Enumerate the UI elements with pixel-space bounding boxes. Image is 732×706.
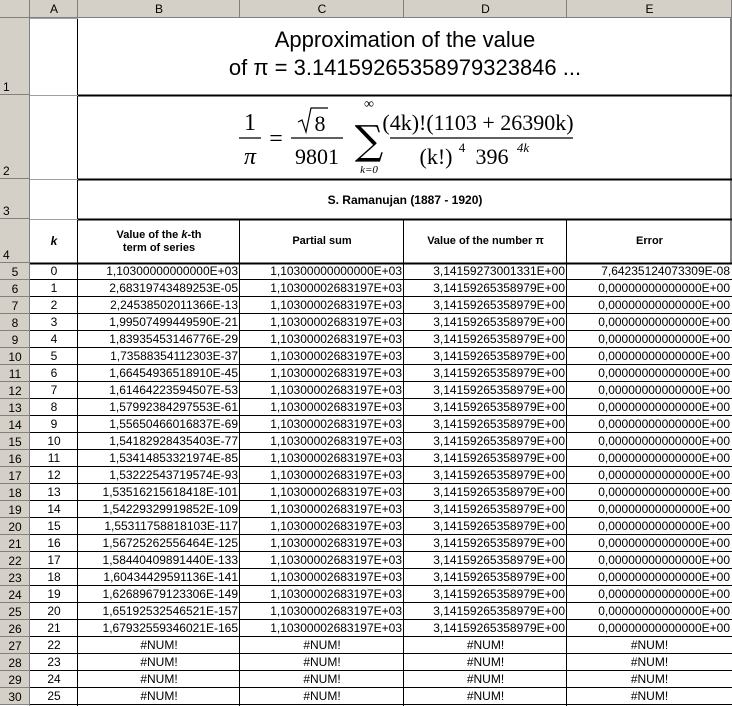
cell-pi[interactable]: 3,14159265358979E+00 bbox=[433, 434, 565, 448]
formula-term-denominator-base: (k!) bbox=[419, 144, 453, 169]
cell-pi[interactable]: 3,14159265358979E+00 bbox=[433, 502, 565, 516]
cell-k[interactable]: 7 bbox=[50, 383, 58, 397]
cell-pi[interactable]: 3,14159265358979E+00 bbox=[433, 604, 565, 618]
cell-error[interactable]: 0,00000000000000E+00 bbox=[598, 417, 730, 431]
cell-pi[interactable]: 3,14159265358979E+00 bbox=[433, 468, 565, 482]
row-header-23[interactable]: 23 bbox=[0, 569, 30, 586]
cell-pi[interactable]: 3,14159265358979E+00 bbox=[433, 485, 565, 499]
formula-term-exponent-4k: 4k bbox=[516, 140, 530, 155]
cell-pi[interactable]: 3,14159265358979E+00 bbox=[433, 519, 565, 533]
cell-partial-sum[interactable]: 1,10300002683197E+03 bbox=[270, 451, 402, 465]
ramanujan-formula bbox=[78, 96, 732, 179]
cell-term[interactable]: 1,54229329919852E-109 bbox=[102, 502, 238, 516]
cell-k[interactable]: 12 bbox=[47, 468, 61, 482]
row-header-8[interactable]: 8 bbox=[0, 314, 30, 331]
cell-pi[interactable]: 3,14159265358979E+00 bbox=[433, 332, 565, 346]
formula-term-denominator-396: 396 bbox=[475, 144, 509, 169]
header-term-line2: term of series bbox=[122, 241, 196, 254]
formula-sum-lower: k=0 bbox=[360, 164, 378, 176]
cell-partial-sum[interactable]: #NUM! bbox=[303, 672, 341, 686]
cell-k[interactable]: 20 bbox=[47, 604, 61, 618]
cell-partial-sum[interactable]: 1,10300002683197E+03 bbox=[270, 570, 402, 584]
cell-pi[interactable]: 3,14159265358979E+00 bbox=[433, 417, 565, 431]
cell-pi[interactable]: #NUM! bbox=[466, 689, 505, 703]
cell-partial-sum[interactable]: #NUM! bbox=[303, 689, 341, 703]
header-k-label: k bbox=[50, 234, 58, 248]
row-header-5[interactable]: 5 bbox=[0, 263, 30, 280]
cell-error[interactable]: 0,00000000000000E+00 bbox=[598, 332, 730, 346]
cell-partial-sum[interactable]: 1,10300002683197E+03 bbox=[270, 315, 402, 329]
cell-partial-sum[interactable]: 1,10300002683197E+03 bbox=[270, 417, 402, 431]
cell-pi[interactable]: 3,14159265358979E+00 bbox=[433, 400, 565, 414]
cell-k[interactable]: 13 bbox=[47, 485, 61, 499]
cell-partial-sum[interactable]: 1,10300002683197E+03 bbox=[270, 604, 402, 618]
cell-k[interactable]: 14 bbox=[47, 502, 61, 516]
row-header-4[interactable]: 4 bbox=[0, 219, 30, 263]
cell-partial-sum[interactable]: 1,10300002683197E+03 bbox=[270, 349, 402, 363]
cell-k[interactable]: 3 bbox=[50, 315, 58, 329]
cell-pi[interactable]: #NUM! bbox=[466, 655, 505, 669]
row-header-6[interactable]: 6 bbox=[0, 280, 30, 297]
cell-term[interactable]: 1,55311758818103E-117 bbox=[104, 519, 238, 533]
cell-term[interactable]: 1,61464223594507E-53 bbox=[109, 383, 238, 397]
select-all-corner[interactable] bbox=[0, 0, 30, 18]
cell-k[interactable]: 15 bbox=[47, 519, 61, 533]
cell-error[interactable]: 0,00000000000000E+00 bbox=[598, 587, 730, 601]
column-header-e[interactable]: E bbox=[567, 0, 732, 18]
cell-error[interactable]: #NUM! bbox=[630, 689, 669, 703]
formula-equals: = bbox=[269, 126, 283, 152]
cell-pi[interactable]: 3,14159265358979E+00 bbox=[433, 570, 565, 584]
cell-error[interactable]: 0,00000000000000E+00 bbox=[598, 434, 730, 448]
cell-term[interactable]: 1,56725262556464E-125 bbox=[102, 536, 238, 550]
formula-lhs-denominator: π bbox=[243, 144, 257, 170]
cell-term[interactable]: #NUM! bbox=[140, 655, 178, 669]
cell-term[interactable]: 1,66454936518910E-45 bbox=[109, 366, 238, 380]
cell-k[interactable]: 18 bbox=[47, 570, 61, 584]
header-term-value[interactable] bbox=[78, 220, 240, 263]
row-header-22[interactable]: 22 bbox=[0, 552, 30, 569]
formula-coef-denominator: 9801 bbox=[295, 144, 339, 169]
cell-partial-sum[interactable]: 1,10300002683197E+03 bbox=[270, 468, 402, 482]
cell-partial-sum[interactable]: 1,10300002683197E+03 bbox=[270, 383, 402, 397]
title-line-1: Approximation of the value bbox=[274, 27, 536, 52]
cell-term[interactable]: 1,62689679123306E-149 bbox=[102, 587, 238, 601]
cell-error[interactable]: 0,00000000000000E+00 bbox=[598, 621, 730, 635]
header-term-line1-post: -th bbox=[187, 228, 202, 241]
cell-k[interactable]: 19 bbox=[47, 587, 61, 601]
column-header-d[interactable]: D bbox=[404, 0, 567, 18]
cell-pi[interactable]: 3,14159273001331E+00 bbox=[433, 264, 565, 278]
column-header-c[interactable]: C bbox=[240, 0, 404, 18]
cell-term[interactable]: 1,53414853321974E-85 bbox=[109, 451, 238, 465]
row-header-29[interactable]: 29 bbox=[0, 671, 30, 688]
cell-error[interactable]: 0,00000000000000E+00 bbox=[598, 553, 730, 567]
row-header-12[interactable]: 12 bbox=[0, 382, 30, 399]
cell-error[interactable]: 0,00000000000000E+00 bbox=[598, 400, 730, 414]
cell-term[interactable]: #NUM! bbox=[140, 638, 178, 652]
cell-error[interactable]: 7,64235124073309E-08 bbox=[601, 264, 730, 278]
cell-term[interactable]: 1,73588354112303E-37 bbox=[110, 349, 238, 363]
cell-error[interactable]: 0,00000000000000E+00 bbox=[598, 349, 730, 363]
cell-pi[interactable]: #NUM! bbox=[466, 638, 505, 652]
cell-k[interactable]: 8 bbox=[50, 400, 58, 414]
row-header-18[interactable]: 18 bbox=[0, 484, 30, 501]
row-header-15[interactable]: 15 bbox=[0, 433, 30, 450]
cell-k[interactable]: 2 bbox=[50, 298, 58, 312]
cell-error[interactable]: 0,00000000000000E+00 bbox=[598, 519, 730, 533]
cell-error[interactable]: #NUM! bbox=[630, 638, 669, 652]
cell-partial-sum[interactable]: 1,10300002683197E+03 bbox=[270, 485, 402, 499]
row-header-17[interactable]: 17 bbox=[0, 467, 30, 484]
cell-error[interactable]: 0,00000000000000E+00 bbox=[598, 366, 730, 380]
cell-partial-sum[interactable]: 1,10300002683197E+03 bbox=[270, 553, 402, 567]
header-pi-value[interactable]: Value of the number π bbox=[427, 235, 544, 247]
header-error[interactable]: Error bbox=[636, 235, 663, 247]
cell-term[interactable]: 2,24538502011366E-13 bbox=[110, 298, 238, 312]
cell-pi[interactable]: 3,14159265358979E+00 bbox=[433, 536, 565, 550]
cell-k[interactable]: 11 bbox=[47, 451, 61, 465]
title-line-2: of π = 3.14159265358979323846 ... bbox=[228, 55, 582, 80]
cell-partial-sum[interactable]: 1,10300002683197E+03 bbox=[270, 332, 402, 346]
cell-partial-sum[interactable]: 1,10300002683197E+03 bbox=[270, 519, 402, 533]
cell-term[interactable]: 1,57992384297553E-61 bbox=[109, 400, 238, 414]
cell-term[interactable]: 1,58440409891440E-133 bbox=[102, 553, 238, 567]
cell-term[interactable]: 1,83935453146776E-29 bbox=[109, 332, 238, 346]
cell-k[interactable]: 23 bbox=[47, 655, 61, 669]
row-header-16[interactable]: 16 bbox=[0, 450, 30, 467]
row-header-21[interactable]: 21 bbox=[0, 535, 30, 552]
cell-k[interactable]: 6 bbox=[50, 366, 58, 380]
cell-term[interactable]: #NUM! bbox=[140, 672, 178, 686]
cell-term[interactable]: 1,65192532546521E-157 bbox=[102, 604, 238, 618]
cell-partial-sum[interactable]: #NUM! bbox=[303, 655, 341, 669]
cell-k[interactable]: 17 bbox=[47, 553, 61, 567]
formula-term-numerator: (4k)!(1103 + 26390k) bbox=[382, 110, 574, 135]
summation-symbol: ∑ bbox=[354, 118, 384, 164]
cell-pi[interactable]: 3,14159265358979E+00 bbox=[433, 281, 565, 295]
cell-pi[interactable]: 3,14159265358979E+00 bbox=[433, 315, 565, 329]
cell-term[interactable]: 1,99507499449590E-21 bbox=[109, 315, 238, 329]
cell-pi[interactable]: 3,14159265358979E+00 bbox=[433, 366, 565, 380]
row-header-7[interactable]: 7 bbox=[0, 297, 30, 314]
cell-k[interactable]: 4 bbox=[50, 332, 58, 346]
cell-k[interactable]: 24 bbox=[47, 672, 61, 686]
row-header-1[interactable]: 1 bbox=[0, 18, 30, 95]
cell-error[interactable]: #NUM! bbox=[630, 672, 669, 686]
header-k[interactable] bbox=[30, 220, 78, 263]
row-header-27[interactable]: 27 bbox=[0, 637, 30, 654]
cell-error[interactable]: 0,00000000000000E+00 bbox=[598, 502, 730, 516]
row-header-28[interactable]: 28 bbox=[0, 654, 30, 671]
row-header-11[interactable]: 11 bbox=[0, 365, 30, 382]
header-term-line1-k: k bbox=[181, 228, 188, 241]
cell-k[interactable]: 9 bbox=[50, 417, 58, 431]
cell-pi[interactable]: 3,14159265358979E+00 bbox=[433, 298, 565, 312]
cell-partial-sum[interactable]: 1,10300002683197E+03 bbox=[270, 587, 402, 601]
formula-sqrt-arg: 8 bbox=[314, 111, 326, 136]
cell-term[interactable]: 1,53516215618418E-101 bbox=[102, 485, 238, 499]
cell-term[interactable]: #NUM! bbox=[140, 689, 178, 703]
cell-term[interactable]: 1,60434429591136E-141 bbox=[103, 570, 238, 584]
row-header-10[interactable]: 10 bbox=[0, 348, 30, 365]
cell-partial-sum[interactable]: 1,10300002683197E+03 bbox=[270, 366, 402, 380]
cell-partial-sum[interactable]: 1,10300002683197E+03 bbox=[270, 400, 402, 414]
formula-cell[interactable] bbox=[78, 96, 732, 179]
row-header-25[interactable]: 25 bbox=[0, 603, 30, 620]
row-header-24[interactable]: 24 bbox=[0, 586, 30, 603]
cell-error[interactable]: 0,00000000000000E+00 bbox=[598, 485, 730, 499]
title-cell[interactable] bbox=[78, 18, 732, 95]
cell-k[interactable]: 10 bbox=[47, 434, 61, 448]
cell-k[interactable]: 5 bbox=[50, 349, 58, 363]
formula-term-exponent-4: 4 bbox=[458, 140, 466, 155]
cell-pi[interactable]: 3,14159265358979E+00 bbox=[433, 349, 565, 363]
column-header-a[interactable]: A bbox=[30, 0, 78, 18]
cell-pi[interactable]: #NUM! bbox=[466, 672, 505, 686]
cell-term[interactable]: 1,55650466016837E-69 bbox=[109, 417, 238, 431]
cell-k[interactable]: 0 bbox=[50, 264, 58, 278]
cell-error[interactable]: 0,00000000000000E+00 bbox=[598, 383, 730, 397]
cell-partial-sum[interactable]: 1,10300002683197E+03 bbox=[270, 281, 402, 295]
cell-partial-sum[interactable]: 1,10300002683197E+03 bbox=[270, 502, 402, 516]
row-header-19[interactable]: 19 bbox=[0, 501, 30, 518]
cell-error[interactable]: 0,00000000000000E+00 bbox=[598, 604, 730, 618]
cell-error[interactable]: 0,00000000000000E+00 bbox=[598, 468, 730, 482]
cell-k[interactable]: 16 bbox=[47, 536, 61, 550]
cell-k[interactable]: 25 bbox=[47, 689, 61, 703]
cell-partial-sum[interactable]: 1,10300002683197E+03 bbox=[270, 434, 402, 448]
cell-partial-sum[interactable]: 1,10300002683197E+03 bbox=[270, 536, 402, 550]
cell-k[interactable]: 22 bbox=[47, 638, 61, 652]
cell-pi[interactable]: 3,14159265358979E+00 bbox=[433, 383, 565, 397]
formula-sum-upper: ∞ bbox=[364, 97, 374, 112]
cell-partial-sum[interactable]: 1,10300002683197E+03 bbox=[270, 621, 402, 635]
cell-pi[interactable]: 3,14159265358979E+00 bbox=[433, 587, 565, 601]
cell-error[interactable]: 0,00000000000000E+00 bbox=[598, 451, 730, 465]
row-header-30[interactable]: 30 bbox=[0, 688, 30, 705]
header-partial-sum[interactable]: Partial sum bbox=[292, 235, 352, 247]
header-term-line1-pre: Value of the bbox=[116, 228, 182, 241]
cell-partial-sum[interactable]: 1,10300002683197E+03 bbox=[270, 298, 402, 312]
cell-error[interactable]: 0,00000000000000E+00 bbox=[598, 570, 730, 584]
cell-partial-sum[interactable]: 1,10300000000000E+03 bbox=[270, 264, 402, 278]
cell-error[interactable]: #NUM! bbox=[630, 655, 669, 669]
row-header-3[interactable]: 3 bbox=[0, 179, 30, 219]
cell-pi[interactable]: 3,14159265358979E+00 bbox=[433, 451, 565, 465]
cell-term[interactable]: 2,68319743489253E-05 bbox=[109, 281, 238, 295]
cell-pi[interactable]: 3,14159265358979E+00 bbox=[433, 621, 565, 635]
author-cell[interactable]: S. Ramanujan (1887 - 1920) bbox=[327, 192, 483, 207]
cell-error[interactable]: 0,00000000000000E+00 bbox=[598, 315, 730, 329]
cell-term[interactable]: 1,67932559346021E-165 bbox=[102, 621, 238, 635]
formula-lhs-numerator: 1 bbox=[244, 110, 256, 136]
column-header-b[interactable]: B bbox=[78, 0, 240, 18]
row-header-9[interactable]: 9 bbox=[0, 331, 30, 348]
cell-partial-sum[interactable]: #NUM! bbox=[303, 638, 341, 652]
cell-k[interactable]: 21 bbox=[47, 621, 61, 635]
cell-k[interactable]: 1 bbox=[50, 281, 58, 295]
cell-error[interactable]: 0,00000000000000E+00 bbox=[598, 536, 730, 550]
cell-term[interactable]: 1,53222543719574E-93 bbox=[109, 468, 238, 482]
cell-error[interactable]: 0,00000000000000E+00 bbox=[598, 298, 730, 312]
cell-pi[interactable]: 3,14159265358979E+00 bbox=[433, 553, 565, 567]
row-header-13[interactable]: 13 bbox=[0, 399, 30, 416]
row-header-26[interactable]: 26 bbox=[0, 620, 30, 637]
row-header-20[interactable]: 20 bbox=[0, 518, 30, 535]
cell-term[interactable]: 1,54182928435403E-77 bbox=[109, 434, 238, 448]
cell-error[interactable]: 0,00000000000000E+00 bbox=[598, 281, 730, 295]
row-header-2[interactable]: 2 bbox=[0, 95, 30, 179]
cell-term[interactable]: 1,10300000000000E+03 bbox=[106, 264, 238, 278]
row-header-14[interactable]: 14 bbox=[0, 416, 30, 433]
